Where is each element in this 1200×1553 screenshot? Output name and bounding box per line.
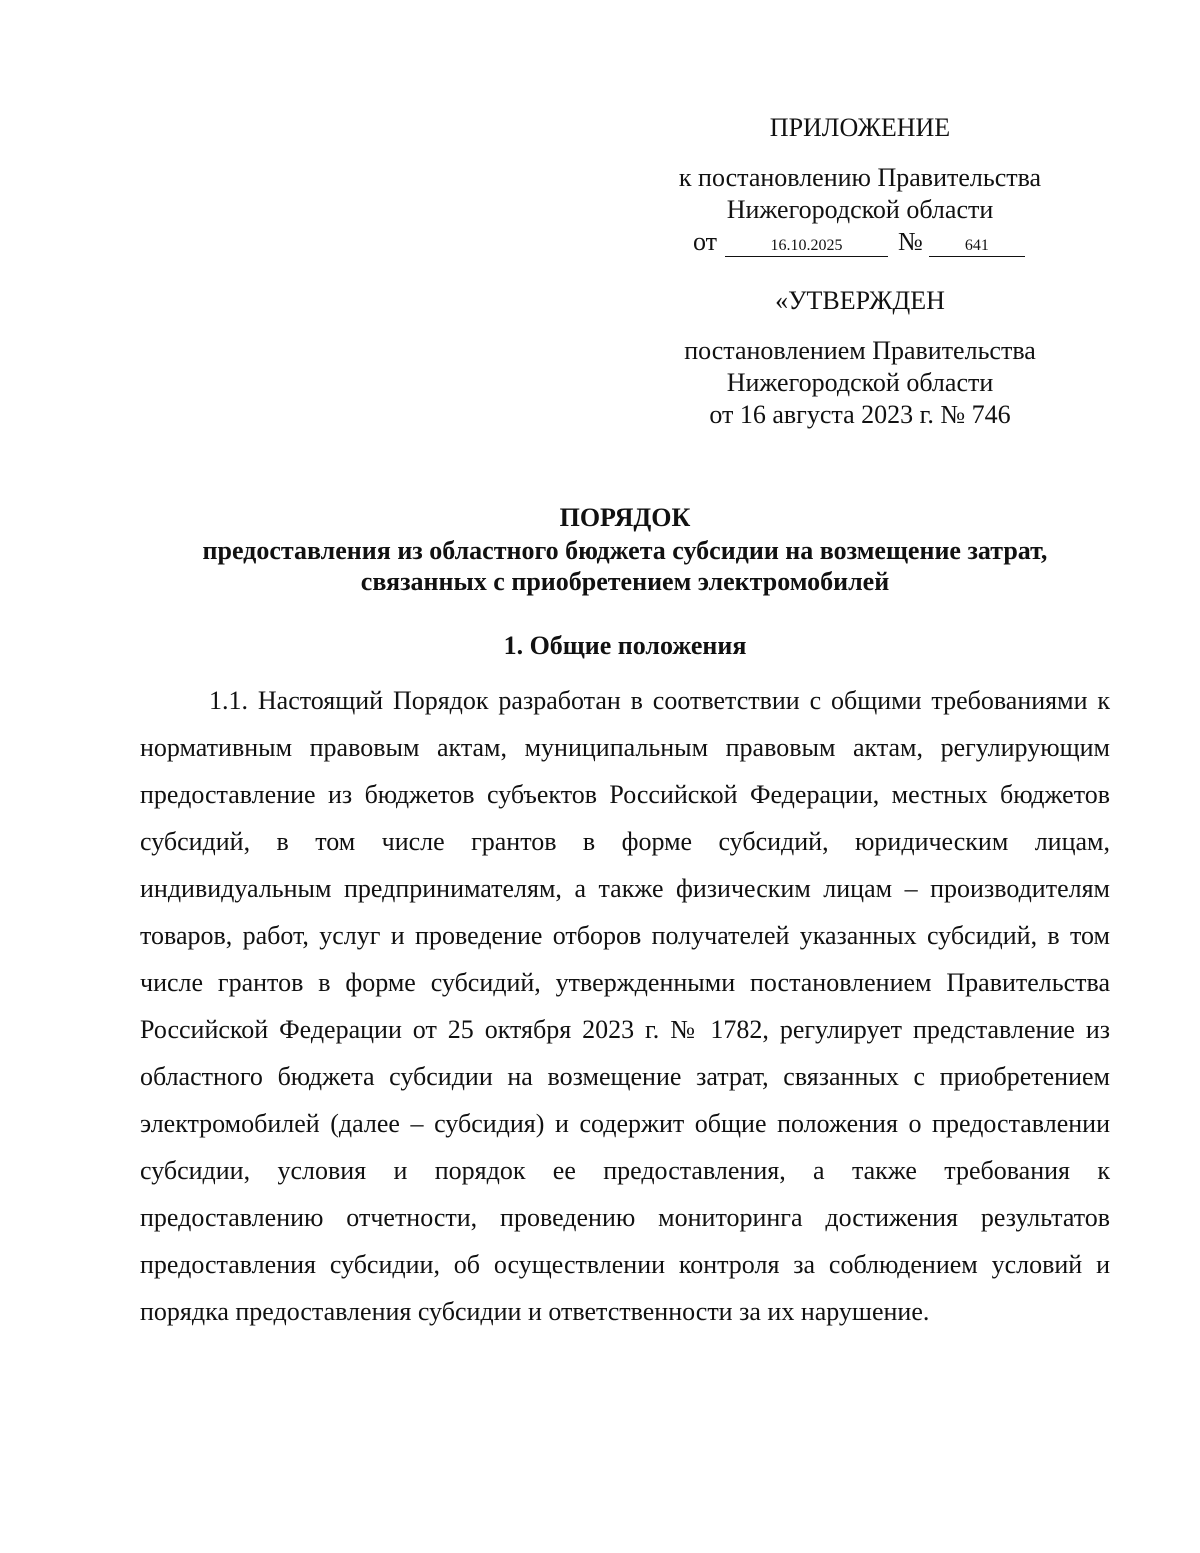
decree-number-field: 641: [929, 236, 1025, 257]
appendix-reference: [660, 162, 1060, 226]
approved-line-1: постановлением Правительства: [684, 336, 1036, 365]
document-subtitle-line-2: связанных с приобретением электромобилей: [360, 567, 890, 596]
appendix-line-2: Нижегородской области: [726, 195, 994, 224]
approved-line-3: от 16 августа 2023 г. № 746: [709, 400, 1011, 429]
approved-title: «УТВЕРЖДЕН: [775, 286, 945, 315]
approved-heading: [660, 285, 1060, 317]
appendix-heading: [660, 112, 1060, 144]
section-title: 1. Общие положения: [503, 631, 747, 660]
appendix-title: ПРИЛОЖЕНИЕ: [769, 113, 951, 142]
approved-reference: [660, 335, 1060, 431]
approved-line-2: Нижегородской области: [726, 368, 994, 397]
appendix-date-number-line: [693, 226, 1043, 258]
document-title: ПОРЯДОК: [559, 503, 691, 532]
appendix-line-1: к постановлению Правительства: [678, 163, 1042, 192]
section-paragraph: 1.1. Настоящий Порядок разработан в соответствии с общими требованиями к нормативным правовым актам, муниципальным правовым актам, регулирующим предоставление из бюджетов субъектов Российской Федерации, местных бюджетов субсидий, в том числе грантов в форме субсидий, юридическим лицам, индивидуальным предпринимателям, а также физическим лицам – производителям товаров, работ, услуг и проведение отборов получателей указанных субсидий, в том числе грантов в форме субсидий, утвержденными постановлением Правительства Российской Федерации от 25 октября 2023 г. № 1782, регулирует представление из областного бюджета субсидии на возмещение затрат, связанных с приобретением электромобилей (далее – субсидия) и содержит общие положения о предоставлении субсидии, условия и порядок ее предоставления, а также требования к предоставлению отчетности, проведению мониторинга достижения результатов предоставления субсидии, об осуществлении контроля за соблюдением условий и порядка предоставления субсидии и ответственности за их нарушение.: [140, 686, 1110, 1326]
from-label: от: [693, 227, 718, 256]
document-subtitle-line-1: предоставления из областного бюджета субсидии на возмещение затрат,: [202, 536, 1048, 565]
number-label: №: [898, 227, 923, 256]
decree-date-field: 16.10.2025: [725, 236, 888, 257]
